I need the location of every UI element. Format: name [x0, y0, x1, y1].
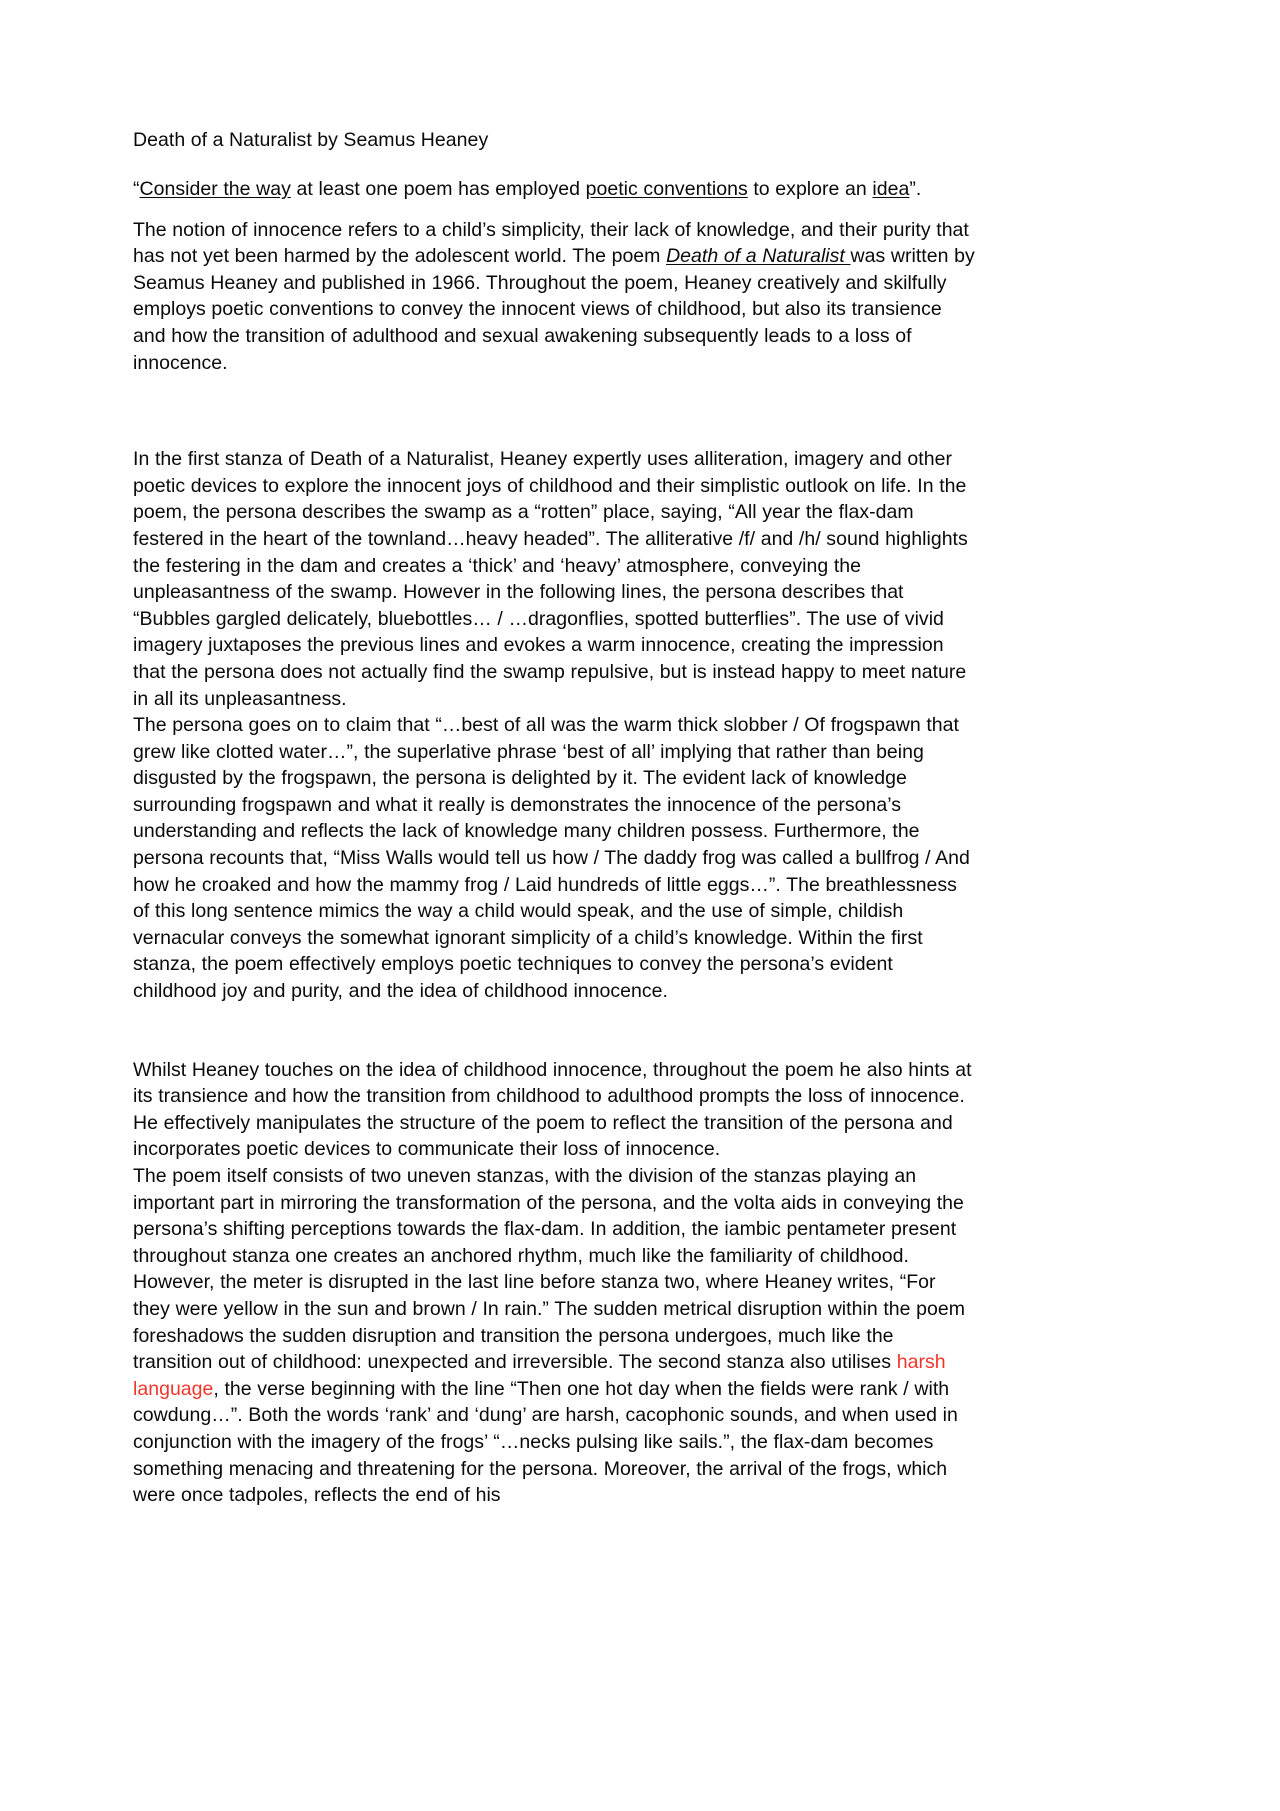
essay-question — [133, 176, 978, 203]
body4-part-1: The poem itself consists of two uneven stanzas, with the division of the stanzas playing an important part in mirroring the transformation of the persona, and the volta aids in conveying the persona’s shifting perceptions towards the flax-dam. In addition, the iambic pentameter present throughout stanza one creates an anchored rhythm, much like the familiarity of childhood. However, the meter is disrupted in the last line before stanza two, where Heaney writes, “For they were yellow in the sun and brown / In rain.” The sudden metrical disruption within the poem foreshadows the sudden disruption and transition the persona undergoes, much like the transition out of childhood: unexpected and irreversible. The second stanza also utilises — [133, 1165, 965, 1374]
question-middle-2: to explore an — [747, 178, 873, 200]
question-middle-1: at least one poem has employed — [290, 178, 586, 200]
question-underlined-consider: Consider the way — [139, 178, 291, 200]
question-underlined-idea: idea — [872, 178, 910, 200]
question-open-quote: “ — [133, 178, 140, 200]
paragraph-introduction — [133, 217, 978, 377]
intro-part-2: was written by Seamus Heaney and published in 1966. Throughout the poem, Heaney creatively and skilfully employs poetic conventions to convey the innocent views of childhood, but also its transience and how the transition of adulthood and sexual awakening subsequently leads to a loss of innocence. — [133, 245, 975, 374]
intro-part-1: The notion of innocence refers to a child’s simplicity, their lack of knowledge, and their purity that has not yet been harmed by the adolescent world. The poem — [133, 218, 969, 268]
section-spacer-1 — [133, 390, 978, 446]
paragraph-body-3: Whilst Heaney touches on the idea of childhood innocence, throughout the poem he also hints at its transience and how the transition from childhood to adulthood prompts the loss of innocence. He effectively manipulates the structure of the poem to reflect the transition of the persona and incorporates poetic devices to communicate their loss of innocence. — [133, 1058, 972, 1161]
highlighted-phrase-harsh-language: harsh language — [133, 1351, 946, 1400]
question-underlined-conventions: poetic conventions — [585, 178, 748, 200]
document-body — [133, 126, 978, 1509]
poem-title-reference: Death of a Naturalist — [666, 245, 851, 268]
question-close-quote: ”. — [909, 178, 922, 200]
section-spacer-2 — [133, 1005, 978, 1057]
paragraph-body-2: The persona goes on to claim that “…best of all was the warm thick slobber / Of frogspawn that grew like clotted water…”, the superlative phrase ‘best of all’ implying that rather than being disgusted by the frogspawn, the persona is delighted by it. The evident lack of knowledge surrounding frogspawn and what it really is demonstrates the innocence of the persona’s understanding and reflects the lack of knowledge many children possess. Furthermore, the persona recounts that, “Miss Walls would tell us how / The daddy frog was called a bullfrog / And how he croaked and how the mammy frog / Laid hundreds of little eggs…”. The breathlessness of this long sentence mimics the way a child would speak, and the use of simple, childish vernacular conveys the somewhat ignorant simplicity of a child’s knowledge. Within the first stanza, the poem effectively employs poetic techniques to convey the persona’s evident childhood joy and purity, and the idea of childhood innocence. — [133, 714, 970, 1003]
body4-part-2: , the verse beginning with the line “Then one hot day when the fields were rank / with cowdung…”. Both the words ‘rank’ and ‘dung’ are harsh, cacophonic sounds, and when used in conjunction with the imagery of the frogs’ “…necks pulsing like sails.”, the flax-dam becomes something menacing and threatening for the persona. Moreover, the arrival of the frogs, which were once tadpoles, reflects the end of his — [133, 1377, 958, 1507]
paragraph-body-1: In the first stanza of Death of a Naturalist, Heaney expertly uses alliteration, imagery and other poetic devices to explore the innocent joys of childhood and their simplistic outlook on life. In the poem, the persona describes the swamp as a “rotten” place, saying, “All year the flax-dam festered in the heart of the townland…heavy headed”. The alliterative /f/ and /h/ sound highlights the festering in the dam and creates a ‘thick’ and ‘heavy’ atmosphere, conveying the unpleasantness of the swamp. However in the following lines, the persona describes that “Bubbles gargled delicately, bluebottles… / …dragonflies, spotted butterflies”. The use of vivid imagery juxtaposes the previous lines and evokes a warm innocence, creating the impression that the persona does not actually find the swamp repulsive, but is instead happy to meet nature in all its unpleasantness. — [133, 448, 968, 710]
page-title: Death of a Naturalist by Seamus Heaney — [133, 129, 489, 151]
paragraph-body-4 — [133, 1163, 978, 1509]
